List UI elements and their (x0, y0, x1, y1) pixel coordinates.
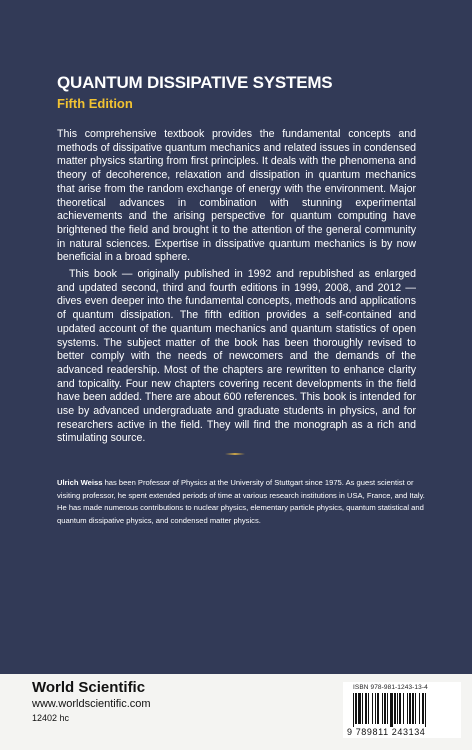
publisher-url: www.worldscientific.com (32, 698, 151, 710)
catalog-code: 12402 hc (32, 713, 70, 723)
edition-label: Fifth Edition (57, 96, 133, 111)
description-paragraph-1: This comprehensive textbook provides the fundamental concepts and methods of dissipative quantum mechanics and related issues in condensed matter physics starting from first principles. It deals with the phenomena and theory of decoherence, relaxation and dissipation in quantum mechanics that arise from the random exchange of energy with the environment. Major theoretical advances in combination with stunning experimental achievements and the arising perspective for quantum computing have brightened the field and brought it to the attention of the general community in natural sciences. Expertise in dissipative quantum mechanics is by now beneficial in a broad sphere. (57, 128, 416, 264)
book-title: QUANTUM DISSIPATIVE SYSTEMS (57, 73, 333, 92)
barcode-digits: 9 789811 243134 (347, 727, 426, 737)
publisher-name: World Scientific (32, 679, 146, 696)
book-description (57, 128, 416, 446)
author-name: Ulrich Weiss (57, 478, 103, 487)
ornament-divider (225, 453, 245, 455)
barcode-icon (351, 693, 453, 727)
author-bio (57, 477, 427, 527)
isbn-barcode-box (343, 682, 461, 738)
description-paragraph-2: This book — originally published in 1992 and republished as enlarged and updated second, third and fourth editions in 1999, 2008, and 2012 — dives even deeper into the fundamental concepts, methods and applications of quantum dissipation. The fifth edition provides a self-contained and updated account of the quantum mechanics and quantum statistics of open systems. The subject matter of the book has been thoroughly revised to better comply with the needs of newcomers and the demands of the advanced readership. Most of the chapters are rewritten to enhance clarity and topicality. Four new chapters covering recent developments in the field have been added. There are about 600 references. This book is intended for use by advanced undergraduate and graduate students in physics, and for researchers active in the field. They will find the monograph as a rich and stimulating source. (57, 268, 416, 445)
publisher-block (32, 679, 151, 725)
isbn-label: ISBN 978-981-1243-13-4 (353, 684, 428, 691)
author-bio-text: has been Professor of Physics at the University of Stuttgart since 1975. As guest scientist or visiting professor, he spent extended periods of time at various research institutions in USA, France, and Italy. He has made numerous contributions to nuclear physics, elementary particle physics, quantum statistical and quantum dissipative physics, and condensed matter physics. (57, 478, 425, 525)
